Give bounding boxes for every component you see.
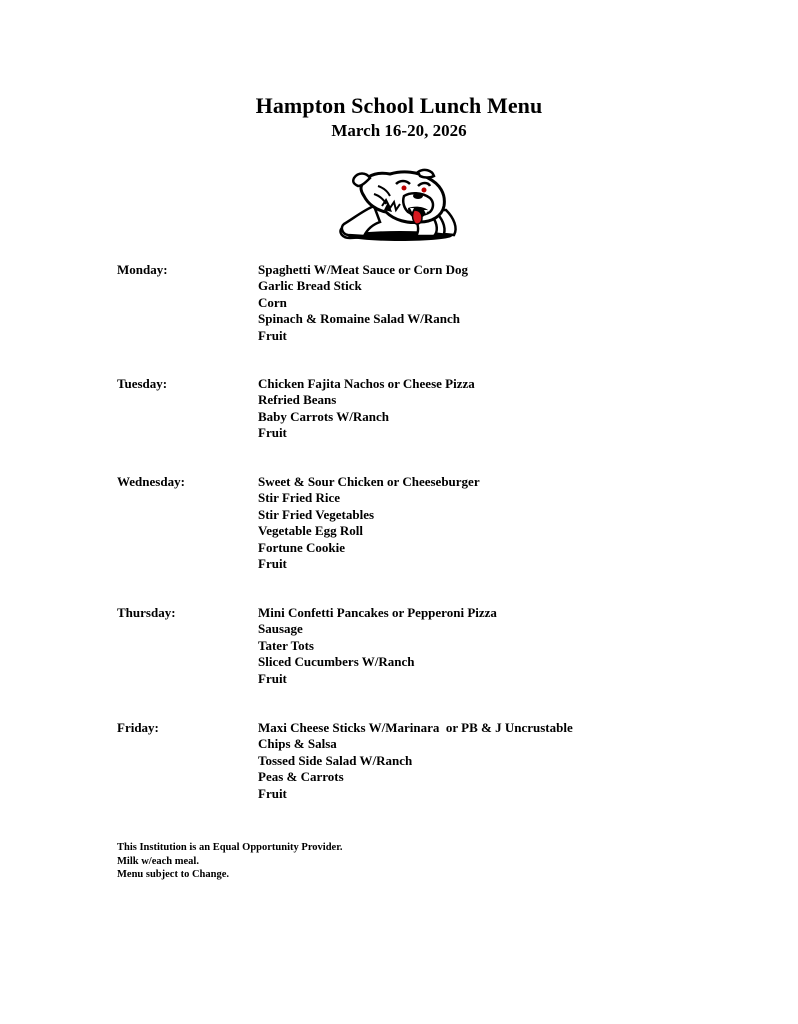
menu-item: Refried Beans <box>258 392 337 408</box>
menu-item: Sausage <box>258 621 303 637</box>
footer-notes <box>117 841 343 882</box>
menu-date-range: March 16-20, 2026 <box>331 121 467 140</box>
menu-item: Fruit <box>258 556 287 572</box>
day-label: Monday: <box>117 262 168 277</box>
menu-item: Peas & Carrots <box>258 769 344 785</box>
menu-item: Spaghetti W/Meat Sauce or Corn Dog <box>258 262 469 277</box>
day-label: Thursday: <box>117 605 176 620</box>
menu-item: Fruit <box>258 327 287 343</box>
menu-item: Stir Fried Rice <box>258 490 341 506</box>
menu-item: Spinach & Romaine Salad W/Ranch <box>258 311 461 327</box>
menu-item: Chicken Fajita Nachos or Cheese Pizza <box>258 376 475 391</box>
menu-items <box>258 262 468 344</box>
milk-notice: Milk w/each meal. <box>117 855 199 867</box>
menu-items <box>258 376 475 442</box>
menu-item: Chips & Salsa <box>258 736 337 752</box>
menu-item: Fruit <box>258 425 287 441</box>
menu-item: Baby Carrots W/Ranch <box>258 408 389 424</box>
menu-item: Tossed Side Salad W/Ranch <box>258 752 413 768</box>
day-label: Friday: <box>117 720 159 735</box>
menu-item: Maxi Cheese Sticks W/Marinara or PB & J Uncrustable <box>258 720 573 735</box>
menu-item: Fruit <box>258 785 287 801</box>
menu-items <box>258 720 573 802</box>
change-notice: Menu subject to Change. <box>117 869 229 881</box>
menu-item: Vegetable Egg Roll <box>258 523 363 539</box>
menu-item: Fortune Cookie <box>258 539 346 555</box>
day-label: Wednesday: <box>117 474 185 489</box>
menu-item: Garlic Bread Stick <box>258 278 362 294</box>
menu-item: Corn <box>258 294 287 310</box>
bulldog-mascot-icon <box>334 166 460 242</box>
menu-item: Stir Fried Vegetables <box>258 506 375 522</box>
page-title: Hampton School Lunch Menu <box>255 93 543 118</box>
day-label: Tuesday: <box>117 376 168 391</box>
menu-item: Tater Tots <box>258 637 314 653</box>
menu-item: Mini Confetti Pancakes or Pepperoni Pizza <box>258 605 497 620</box>
menu-item: Fruit <box>258 670 287 686</box>
menu-item: Sliced Cucumbers W/Ranch <box>258 654 415 670</box>
menu-items <box>258 605 497 687</box>
equal-opportunity-notice: This Institution is an Equal Opportunity Provider. <box>117 842 343 853</box>
menu-items <box>258 474 480 572</box>
menu-item: Sweet & Sour Chicken or Cheeseburger <box>258 474 480 489</box>
